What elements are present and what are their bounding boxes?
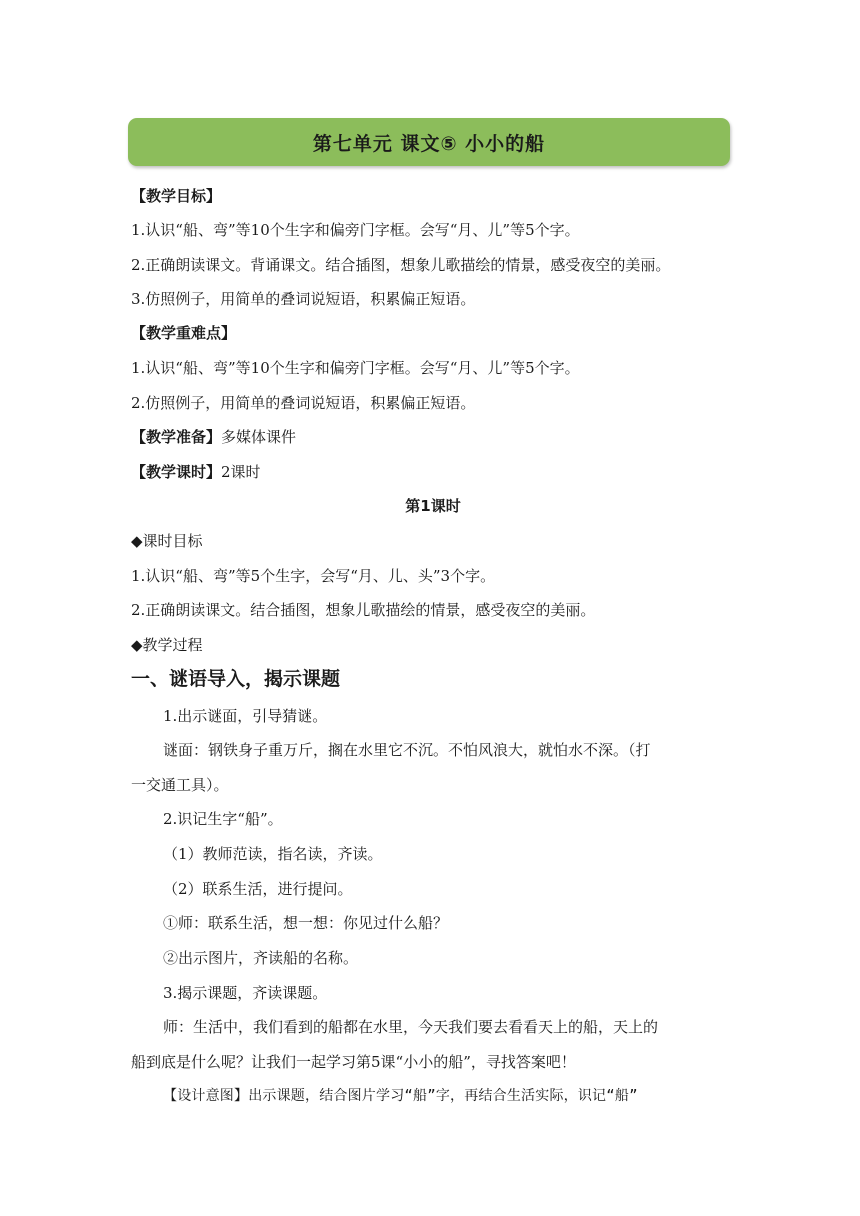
design-intent-label: 【设计意图】 (163, 1088, 249, 1104)
prep-value: 多媒体课件 (221, 428, 297, 446)
goal-item: 1.认识“船、弯”等10个生字和偏旁门字框。会写“月、儿”等5个字。 (131, 221, 580, 239)
section1-line: 3.揭示课题，齐读课题。 (163, 984, 328, 1002)
goal-item: 3.仿照例子，用简单的叠词说短语，积累偏正短语。 (131, 290, 476, 308)
key-points-heading: 【教学重难点】 (131, 324, 237, 342)
section1-line: 船到底是什么呢？让我们一起学习第5课“小小的船”，寻找答案吧！ (131, 1053, 576, 1071)
section1-heading: 一、谜语导入，揭示课题 (131, 668, 341, 690)
page-title: 第七单元 课文⑤ 小小的船 (312, 132, 546, 155)
section1-line: 1.出示谜面，引导猜谜。 (163, 707, 328, 725)
goals-heading: 【教学目标】 (131, 187, 222, 205)
lesson1-goal-label: ◆课时目标 (131, 532, 203, 550)
lesson1-goal-item: 1.认识“船、弯”等5个生字，会写“月、儿、头”3个字。 (131, 567, 496, 585)
section1-line: 一交通工具）。 (131, 776, 229, 794)
title-banner (128, 118, 730, 166)
section1-line: （1）教师范读，指名读，齐读。 (163, 845, 383, 863)
section1-line: 谜面：钢铁身子重万斤，搁在水里它不沉。不怕风浪大，就怕水不深。（打 (163, 741, 651, 759)
design-intent-note (163, 1086, 638, 1106)
prep-line (131, 427, 296, 447)
section1-line: ②出示图片，齐读船的名称。 (163, 949, 359, 967)
key-point-item: 2.仿照例子，用简单的叠词说短语，积累偏正短语。 (131, 394, 476, 412)
lesson1-goal-item: 2.正确朗读课文。结合插图，想象儿歌描绘的情景，感受夜空的美丽。 (131, 601, 596, 619)
goal-item: 2.正确朗读课文。背诵课文。结合插图，想象儿歌描绘的情景，感受夜空的美丽。 (131, 256, 671, 274)
design-intent-text: 出示课题，结合图片学习“船”字，再结合生活实际，识记“船” (248, 1088, 638, 1104)
hours-line (131, 462, 261, 482)
key-point-item: 1.认识“船、弯”等10个生字和偏旁门字框。会写“月、儿”等5个字。 (131, 359, 580, 377)
hours-label: 【教学课时】 (131, 463, 222, 481)
section1-line: 2.识记生字“船”。 (163, 810, 283, 828)
section1-line: 师：生活中，我们看到的船都在水里，今天我们要去看看天上的船，天上的 (163, 1018, 659, 1036)
prep-label: 【教学准备】 (131, 428, 222, 446)
hours-value: 2课时 (221, 463, 261, 481)
process-label: ◆教学过程 (131, 636, 203, 654)
section1-line: ①师：联系生活，想一想：你见过什么船？ (163, 914, 449, 932)
lesson1-heading: 第1课时 (405, 497, 461, 515)
section1-line: （2）联系生活，进行提问。 (163, 880, 353, 898)
